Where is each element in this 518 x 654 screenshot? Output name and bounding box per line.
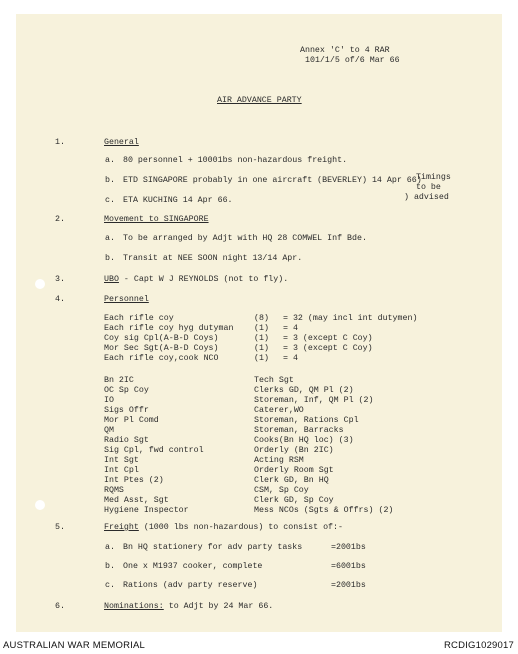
freight-weight: =6001bs bbox=[331, 562, 366, 571]
timings-note: Timings bbox=[416, 173, 451, 182]
personnel-list-item: Storeman, Inf, QM Pl (2) bbox=[254, 396, 374, 405]
freight-text: One x M1937 cooker, complete bbox=[123, 562, 263, 571]
section-heading: UBO bbox=[104, 275, 119, 284]
item-label: c. bbox=[105, 196, 115, 205]
personnel-list-item: QM bbox=[104, 426, 114, 435]
section-number: 6. bbox=[55, 602, 65, 611]
personnel-row-name: Each rifle coy hyg dutyman bbox=[104, 324, 234, 333]
section-number: 2. bbox=[55, 215, 65, 224]
personnel-row-qty: (1) bbox=[254, 344, 269, 353]
personnel-row-total: = 4 bbox=[283, 354, 298, 363]
item-label: b. bbox=[105, 254, 115, 263]
timings-note: ) advised bbox=[404, 193, 449, 202]
item-text: Transit at NEE SOON night 13/14 Apr. bbox=[123, 254, 303, 263]
personnel-row-qty: (1) bbox=[254, 334, 269, 343]
personnel-list-item: Tech Sgt bbox=[254, 376, 294, 385]
personnel-list-item: Storeman, Rations Cpl bbox=[254, 416, 359, 425]
personnel-row-name: Each rifle coy bbox=[104, 314, 174, 323]
document-title: AIR ADVANCE PARTY bbox=[217, 96, 302, 105]
punch-hole-top bbox=[35, 279, 45, 289]
freight-label: c. bbox=[105, 581, 115, 590]
personnel-row-total: = 32 (may incl int dutymen) bbox=[283, 314, 418, 323]
annex-reference: Annex 'C' to 4 RAR bbox=[300, 46, 390, 55]
section-number: 4. bbox=[55, 295, 65, 304]
personnel-list-item: Bn 2IC bbox=[104, 376, 134, 385]
personnel-row-qty: (8) bbox=[254, 314, 269, 323]
personnel-list-item: Orderly Room Sgt bbox=[254, 466, 334, 475]
section-line bbox=[104, 275, 288, 285]
personnel-list-item: Mor Pl Comd bbox=[104, 416, 159, 425]
item-text: ETD SINGAPORE probably in one aircraft (BEVERLEY) 14 Apr 66) bbox=[123, 176, 422, 185]
personnel-row-total: = 3 (except C Coy) bbox=[283, 334, 373, 343]
personnel-list-item: Sigs Offr bbox=[104, 406, 149, 415]
personnel-list-item: Acting RSM bbox=[254, 456, 304, 465]
freight-label: b. bbox=[105, 562, 115, 571]
personnel-list-item: Caterer,WO bbox=[254, 406, 304, 415]
item-text: ETA KUCHING 14 Apr 66. bbox=[123, 196, 233, 205]
section-line bbox=[104, 602, 273, 612]
personnel-list-item: Sig Cpl, fwd control bbox=[104, 446, 204, 455]
personnel-list-item: RQMS bbox=[104, 486, 124, 495]
personnel-list-item: Mess NCOs (Sgts & Offrs) (2) bbox=[254, 506, 394, 515]
footer-record-id: RCDIG1029017 bbox=[444, 640, 514, 651]
personnel-list-item: Clerks GD, QM Pl (2) bbox=[254, 386, 354, 395]
section-heading: Nominations: bbox=[104, 602, 164, 611]
personnel-list-item: OC Sp Coy bbox=[104, 386, 149, 395]
personnel-list-item: Cooks(Bn HQ loc) (3) bbox=[254, 436, 354, 445]
personnel-row-total: = 4 bbox=[283, 324, 298, 333]
item-text: 80 personnel + 10001bs non-hazardous freight. bbox=[123, 156, 348, 165]
personnel-row-name: Coy sig Cpl(A-B-D Coys) bbox=[104, 334, 219, 343]
personnel-list-item: Med Asst, Sgt bbox=[104, 496, 169, 505]
personnel-list-item: Int Cpl bbox=[104, 466, 139, 475]
item-label: b. bbox=[105, 176, 115, 185]
personnel-list-item: Radio Sgt bbox=[104, 436, 149, 445]
item-label: a. bbox=[105, 156, 115, 165]
freight-text: Bn HQ stationery for adv party tasks bbox=[123, 543, 303, 552]
freight-weight: =2001bs bbox=[331, 581, 366, 590]
section-text: - Capt W J REYNOLDS (not to fly). bbox=[118, 275, 289, 284]
item-text: To be arranged by Adjt with HQ 28 COMWEL Inf Bde. bbox=[123, 234, 367, 243]
personnel-row-total: = 3 (except C Coy) bbox=[283, 344, 373, 353]
section-line bbox=[104, 523, 343, 533]
personnel-row-qty: (1) bbox=[254, 354, 269, 363]
section-number: 5. bbox=[55, 523, 65, 532]
personnel-list-item: IO bbox=[104, 396, 114, 405]
item-label: a. bbox=[105, 234, 115, 243]
freight-label: a. bbox=[105, 543, 115, 552]
personnel-list-item: Orderly (Bn 2IC) bbox=[254, 446, 334, 455]
freight-weight: =2001bs bbox=[331, 543, 366, 552]
timings-note: to be bbox=[416, 183, 441, 192]
section-text: to Adjt by 24 Mar 66. bbox=[163, 602, 274, 611]
section-text: (1000 lbs non-hazardous) to consist of:- bbox=[138, 523, 343, 532]
personnel-row-name: Each rifle coy,cook NCO bbox=[104, 354, 219, 363]
personnel-list-item: Storeman, Barracks bbox=[254, 426, 344, 435]
section-heading: Freight bbox=[104, 523, 139, 532]
section-heading: Movement to SINGAPORE bbox=[104, 215, 209, 224]
personnel-row-qty: (1) bbox=[254, 324, 269, 333]
personnel-list-item: Int Ptes (2) bbox=[104, 476, 164, 485]
personnel-list-item: CSM, Sp Coy bbox=[254, 486, 309, 495]
footer-archive-name: AUSTRALIAN WAR MEMORIAL bbox=[3, 640, 146, 651]
personnel-list-item: Hygiene Inspector bbox=[104, 506, 189, 515]
personnel-row-name: Mor Sec Sgt(A-B-D Coys) bbox=[104, 344, 219, 353]
personnel-list-item: Clerk GD, Bn HQ bbox=[254, 476, 329, 485]
section-heading: General bbox=[104, 138, 139, 147]
personnel-list-item: Clerk GD, Sp Coy bbox=[254, 496, 334, 505]
personnel-list-item: Int Sgt bbox=[104, 456, 139, 465]
punch-hole-bottom bbox=[35, 500, 45, 510]
file-reference: 101/1/5 of/6 Mar 66 bbox=[305, 56, 400, 65]
section-number: 1. bbox=[55, 138, 65, 147]
section-number: 3. bbox=[55, 275, 65, 284]
section-heading: Personnel bbox=[104, 295, 149, 304]
freight-text: Rations (adv party reserve) bbox=[123, 581, 258, 590]
